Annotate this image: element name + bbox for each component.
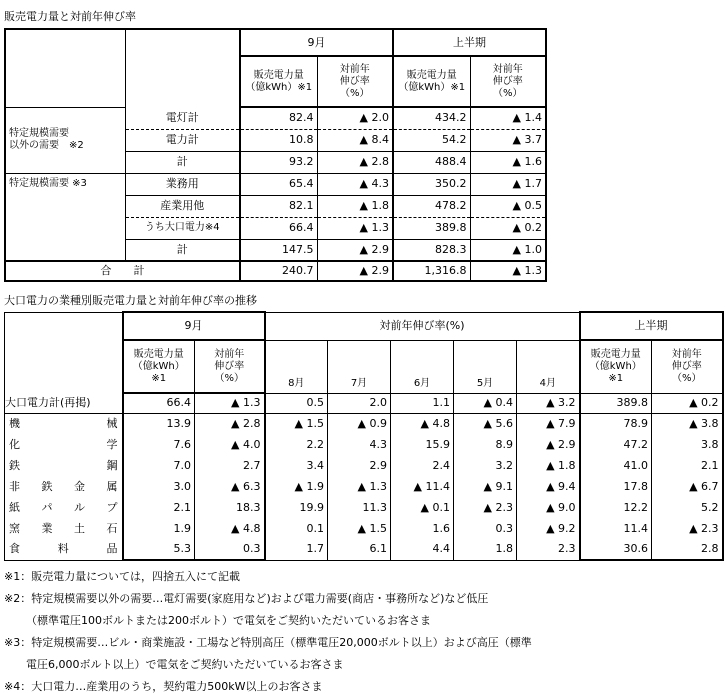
- t2-header-trend: 対前年伸び率(%): [265, 312, 580, 340]
- total-label: 合 計: [5, 261, 240, 281]
- row-label: [5, 518, 123, 539]
- cell-value: 2.4: [391, 455, 454, 476]
- cell-value: 10.8: [240, 129, 317, 151]
- cell-value: 478.2: [393, 195, 470, 217]
- t2-col-growth: 対前年 伸び率 （%）: [195, 340, 265, 393]
- cell-value: ▲ 2.3: [454, 497, 517, 518]
- cell-value: 4.3: [328, 434, 391, 455]
- cell-value: 11.4: [580, 518, 652, 539]
- cell-value: 1.6: [391, 518, 454, 539]
- cell-value: ▲ 9.4: [546, 479, 576, 493]
- cell-value: 66.4: [123, 393, 195, 413]
- cell-value: 66.4: [240, 217, 317, 239]
- cell-value: 93.2: [240, 151, 317, 173]
- table-row: [5, 518, 723, 539]
- industry-table: [4, 311, 724, 561]
- t1-col-growth-half: 対前年 伸び率 （%）: [470, 56, 546, 107]
- cell-value: ▲ 1.8: [317, 195, 393, 217]
- cell-value: ▲ 5.6: [454, 413, 517, 434]
- cell-value: ▲ 1.3: [317, 217, 393, 239]
- cell-value: ▲ 1.8: [546, 458, 576, 472]
- cell-value: 4.4: [391, 539, 454, 560]
- t2-col-month: 7月: [328, 340, 391, 393]
- row-label: [5, 476, 123, 497]
- row-label-text: 化 学: [9, 437, 118, 451]
- cell-value: 5.3: [123, 539, 195, 560]
- table1-title: 販売電力量と対前年伸び率: [4, 10, 136, 23]
- cell-value: 15.9: [391, 434, 454, 455]
- t1-header-sept: 9月: [240, 29, 393, 56]
- cell-value: 2.9: [328, 455, 391, 476]
- row-label: [5, 455, 123, 476]
- row-label: 産業用他: [125, 195, 240, 217]
- note-2: ※2：特定規模需要以外の需要…電灯需要(家庭用など)および電力需要(商店・事務所など)など低圧: [4, 592, 489, 605]
- cell-value: 18.3: [195, 497, 265, 518]
- row-label: うち大口電力※4: [125, 217, 240, 239]
- cell-value: 2.0: [328, 393, 391, 413]
- cell-value: ▲ 7.9: [546, 416, 576, 430]
- row-label: 大口電力計(再掲): [5, 393, 123, 413]
- cell-value: 19.9: [265, 497, 328, 518]
- row-label: 業務用: [125, 173, 240, 195]
- cell-value: 3.0: [123, 476, 195, 497]
- cell-value: 6.1: [328, 539, 391, 560]
- cell-value: 7.6: [123, 434, 195, 455]
- row-label-text: 機 械: [9, 416, 118, 430]
- t2-header-sept: 9月: [123, 312, 265, 340]
- cell-value: ▲ 1.3: [195, 393, 265, 413]
- cell-value: 11.3: [328, 497, 391, 518]
- t2-col-month: 5月: [454, 340, 517, 393]
- table-row: [5, 413, 723, 434]
- cell-value: 2.2: [265, 434, 328, 455]
- row-label-text: 鉄 鋼: [9, 458, 118, 472]
- cell-value: 2.1: [123, 497, 195, 518]
- cell-value: 2.3: [517, 539, 580, 560]
- total-row: [5, 261, 546, 281]
- t2-col-month: 8月: [265, 340, 328, 393]
- row-label: 計: [125, 151, 240, 173]
- cell-value: 5.2: [652, 497, 723, 518]
- cell-value: ▲ 2.9: [317, 239, 393, 261]
- row-label: [5, 539, 123, 560]
- cell-value: 350.2: [393, 173, 470, 195]
- cell-value: 82.4: [240, 107, 317, 129]
- row-label: 電灯計: [125, 107, 240, 129]
- cell-value: 2.1: [652, 455, 723, 476]
- cell-value: 7.0: [123, 455, 195, 476]
- row-label-text: 紙 パ ル プ: [9, 500, 118, 514]
- cell-value: 30.6: [580, 539, 652, 560]
- cell-value: ▲ 1.3: [328, 476, 391, 497]
- cell-value: 488.4: [393, 151, 470, 173]
- cell-value: ▲ 1.7: [470, 173, 546, 195]
- table-row: [5, 497, 723, 518]
- cell-value: 240.7: [240, 261, 317, 281]
- cell-value: ▲ 0.4: [454, 393, 517, 413]
- t2-col-growth-half: 対前年 伸び率 （%）: [652, 340, 723, 393]
- cell-value: 78.9: [580, 413, 652, 434]
- t2-col-month: 6月: [391, 340, 454, 393]
- cell-value: 8.9: [454, 434, 517, 455]
- cell-value: 1.8: [454, 539, 517, 560]
- cell-value: ▲ 2.9: [546, 437, 576, 451]
- cell-value: ▲ 2.0: [317, 107, 393, 129]
- cell-value: 41.0: [580, 455, 652, 476]
- cell-value: 0.3: [454, 518, 517, 539]
- cell-value: ▲ 1.5: [328, 518, 391, 539]
- cell-value: ▲ 2.8: [317, 151, 393, 173]
- cell-value: ▲ 1.9: [265, 476, 328, 497]
- cell-value: ▲ 0.2: [652, 393, 723, 413]
- cell-value: 47.2: [580, 434, 652, 455]
- cell-value: 0.5: [265, 393, 328, 413]
- table-row: [5, 476, 723, 497]
- row-label: [5, 434, 123, 455]
- note-4: ※4：大口電力…産業用のうち，契約電力500kW以上のお客さま: [4, 680, 323, 693]
- cell-value: ▲ 4.3: [317, 173, 393, 195]
- cell-value: 12.2: [580, 497, 652, 518]
- cell-value: ▲ 0.1: [391, 497, 454, 518]
- cell-value: 0.3: [195, 539, 265, 560]
- cell-value: 389.8: [580, 393, 652, 413]
- note-3: ※3：特定規模需要…ビル・商業施設・工場など特別高圧（標準電圧20,000ボルト以上）および高圧（標準: [4, 636, 532, 649]
- cell-value: ▲ 3.8: [652, 413, 723, 434]
- table-row: [5, 107, 546, 129]
- note-2-cont: （標準電圧100ボルトまたは200ボルト）で電気をご契約いただいているお客さま: [26, 614, 431, 627]
- cell-value: 13.9: [123, 413, 195, 434]
- group-label-large: 特定規模需要 ※3: [5, 173, 125, 261]
- table2-title: 大口電力の業種別販売電力量と対前年伸び率の推移: [4, 294, 257, 307]
- cell-value: 1.7: [265, 539, 328, 560]
- cell-value: 3.4: [265, 455, 328, 476]
- summary-row: [5, 393, 723, 413]
- cell-value: 147.5: [240, 239, 317, 261]
- cell-value: ▲ 1.6: [470, 151, 546, 173]
- row-label: [5, 413, 123, 434]
- cell-value: 0.1: [265, 518, 328, 539]
- cell-value: ▲ 9.1: [454, 476, 517, 497]
- cell-value: ▲ 0.2: [470, 217, 546, 239]
- cell-value: ▲ 4.8: [391, 413, 454, 434]
- cell-value: ▲ 4.0: [195, 434, 265, 455]
- row-label-text: 非 鉄 金 属: [9, 479, 118, 493]
- cell-value: 1.9: [123, 518, 195, 539]
- cell-value: ▲ 2.9: [317, 261, 393, 281]
- t2-col-sales: 販売電力量 （億kWh）※1: [123, 340, 195, 393]
- cell-value: 1,316.8: [393, 261, 470, 281]
- table-row: [5, 455, 723, 476]
- cell-value: ▲ 9.0: [546, 500, 576, 514]
- cell-value: 54.2: [393, 129, 470, 151]
- sales-table: [4, 28, 547, 282]
- cell-value: ▲ 6.7: [652, 476, 723, 497]
- row-label-text: 窯 業 土 石: [9, 521, 118, 535]
- cell-value: 17.8: [580, 476, 652, 497]
- t2-col-month: 4月: [517, 340, 580, 393]
- cell-value: 2.8: [652, 539, 723, 560]
- cell-value: ▲ 3.7: [470, 129, 546, 151]
- note-1: ※1：販売電力量については，四捨五入にて記載: [4, 570, 240, 583]
- row-label: 計: [125, 239, 240, 261]
- cell-value: 2.7: [195, 455, 265, 476]
- row-label-text: 食 料 品: [9, 542, 118, 556]
- cell-value: 3.2: [454, 455, 517, 476]
- cell-value: ▲ 3.2: [517, 393, 580, 413]
- cell-value: 434.2: [393, 107, 470, 129]
- row-label: [5, 497, 123, 518]
- t1-header-half: 上半期: [393, 29, 546, 56]
- cell-value: ▲ 2.3: [652, 518, 723, 539]
- cell-value: ▲ 1.3: [470, 261, 546, 281]
- t2-col-sales-half: 販売電力量 （億kWh）※1: [580, 340, 652, 393]
- cell-value: ▲ 1.0: [470, 239, 546, 261]
- row-label: 電力計: [125, 129, 240, 151]
- cell-value: ▲ 0.9: [328, 413, 391, 434]
- group-label-general: 特定規模需要 以外の需要 ※2: [5, 107, 125, 173]
- cell-value: 1.1: [391, 393, 454, 413]
- cell-value: 82.1: [240, 195, 317, 217]
- cell-value: ▲ 9.2: [546, 521, 576, 535]
- cell-value: ▲ 4.8: [195, 518, 265, 539]
- cell-value: ▲ 1.4: [470, 107, 546, 129]
- cell-value: ▲ 2.8: [195, 413, 265, 434]
- table-row: [5, 539, 723, 560]
- t1-col-growth: 対前年 伸び率 （%）: [317, 56, 393, 107]
- cell-value: ▲ 1.5: [265, 413, 328, 434]
- cell-value: ▲ 8.4: [317, 129, 393, 151]
- t2-header-half: 上半期: [580, 312, 723, 340]
- t1-col-sales-half: 販売電力量 （億kWh）※1: [393, 56, 470, 107]
- note-3-cont: 電圧6,000ボルト以上）で電気をご契約いただいているお客さま: [26, 658, 344, 671]
- cell-value: ▲ 0.5: [470, 195, 546, 217]
- cell-value: 65.4: [240, 173, 317, 195]
- cell-value: 389.8: [393, 217, 470, 239]
- cell-value: ▲ 11.4: [391, 476, 454, 497]
- table-row: [5, 173, 546, 195]
- cell-value: 3.8: [652, 434, 723, 455]
- cell-value: 828.3: [393, 239, 470, 261]
- cell-value: ▲ 6.3: [195, 476, 265, 497]
- t1-col-sales: 販売電力量 （億kWh）※1: [240, 56, 317, 107]
- table-row: [5, 434, 723, 455]
